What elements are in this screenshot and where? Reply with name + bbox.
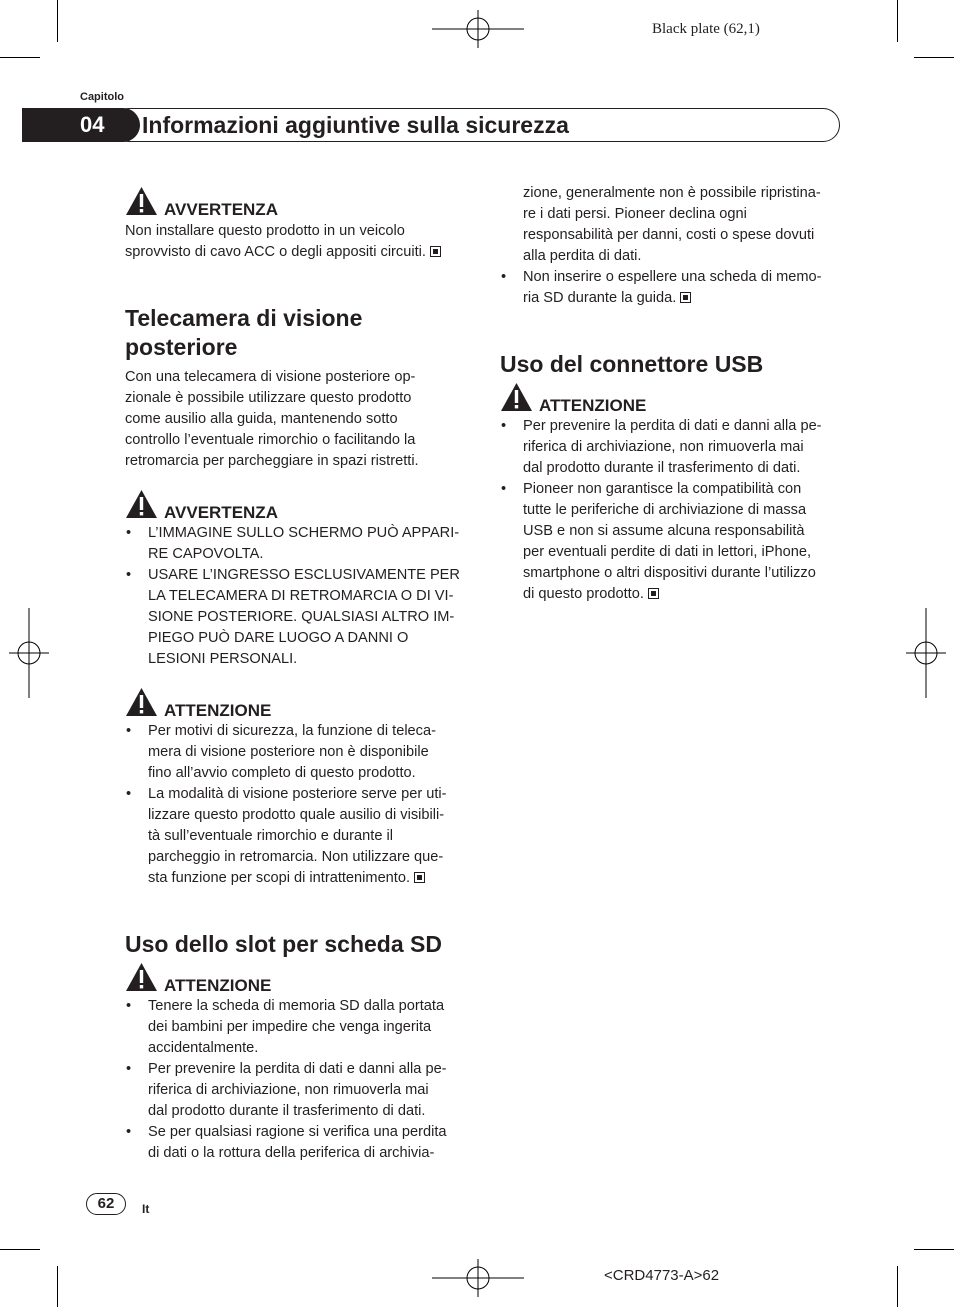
list-item: • Per motivi di sicurezza, la funzione di teleca- mera di visione posteriore non è disponibile fino all’avvio completo di questo prodotto. bbox=[125, 721, 447, 784]
text-line: Non installare questo prodotto in un veicolo bbox=[125, 223, 405, 239]
caution-list bbox=[125, 721, 447, 889]
warning-heading bbox=[125, 186, 278, 219]
crop-mark bbox=[0, 57, 40, 58]
caution-heading bbox=[125, 962, 272, 995]
registration-mark-left bbox=[9, 608, 49, 698]
text-line: alla perdita di dati. bbox=[523, 248, 642, 264]
section-heading-sd: Uso dello slot per scheda SD bbox=[125, 931, 442, 957]
registration-mark-right bbox=[906, 608, 946, 698]
caution-label: ATTENZIONE bbox=[164, 976, 272, 995]
page-number: 62 bbox=[86, 1193, 126, 1215]
chapter-number: 04 bbox=[22, 108, 140, 142]
list-item: • Se per qualsiasi ragione si verifica una perdita di dati o la rottura della periferica di archivia- bbox=[125, 1122, 447, 1164]
text-line: zionale è possibile utilizzare questo prodotto bbox=[125, 390, 412, 406]
continued-text bbox=[523, 183, 821, 267]
end-mark-icon bbox=[680, 292, 691, 303]
chapter-title: Informazioni aggiuntive sulla sicurezza bbox=[142, 112, 569, 138]
text-line: responsabilità per danni, costi o spese dovuti bbox=[523, 227, 815, 243]
caution-list bbox=[500, 416, 822, 605]
registration-mark-bottom bbox=[432, 1259, 524, 1297]
text-line: come ausilio alla guida, mantenendo sotto bbox=[125, 411, 398, 427]
list-item: • USARE L’INGRESSO ESCLUSIVAMENTE PER LA TELECAMERA DI RETROMARCIA O DI VI- SIONE POSTERIORE. QUALSIASI ALTRO IM- PIEGO PUÒ DARE LUOGO A DANNI O LESIONI PERSONALI. bbox=[125, 565, 460, 670]
text-line: sprovvisto di cavo ACC o degli appositi circuiti. bbox=[125, 242, 441, 263]
warning-text bbox=[125, 221, 441, 263]
crop-mark bbox=[0, 1249, 40, 1250]
document-code: <CRD4773-A>62 bbox=[604, 1267, 720, 1284]
plate-label: Black plate (62,1) bbox=[652, 21, 760, 37]
warning-heading bbox=[125, 489, 278, 522]
warning-triangle-icon bbox=[125, 687, 158, 717]
text-line: zione, generalmente non è possibile ripristina- bbox=[523, 185, 821, 201]
caution-heading bbox=[500, 382, 647, 415]
list-item: • Non inserire o espellere una scheda di memo- ria SD durante la guida. bbox=[500, 267, 822, 309]
crop-mark bbox=[897, 0, 898, 42]
list-item: • Tenere la scheda di memoria SD dalla portata dei bambini per impedire che venga ingerita accidentalmente. bbox=[125, 996, 447, 1059]
warning-label: AVVERTENZA bbox=[164, 200, 278, 219]
warning-label: AVVERTENZA bbox=[164, 503, 278, 522]
chapter-label: Capitolo bbox=[80, 91, 124, 103]
caution-list bbox=[500, 267, 822, 309]
end-mark-icon bbox=[414, 872, 425, 883]
end-mark-icon bbox=[430, 246, 441, 257]
crop-mark bbox=[914, 1249, 954, 1250]
crop-mark bbox=[897, 1266, 898, 1307]
caution-list bbox=[125, 996, 447, 1164]
list-item: • Per prevenire la perdita di dati e danni alla pe- riferica di archiviazione, non rimuoverla mai dal prodotto durante il trasferimento di dati. bbox=[125, 1059, 447, 1122]
text-line: re i dati persi. Pioneer declina ogni bbox=[523, 206, 747, 222]
list-item: • La modalità di visione posteriore serve per uti- lizzare questo prodotto quale ausilio di visibili- tà sull’eventuale rimorchio e durante il parcheggio in retromarcia. Non utilizzare que- sta funzione per scopi di intrattenimento. bbox=[125, 784, 447, 889]
crop-mark bbox=[57, 0, 58, 42]
crop-mark bbox=[57, 1266, 58, 1307]
camera-paragraph bbox=[125, 367, 419, 472]
end-mark-icon bbox=[648, 588, 659, 599]
caution-label: ATTENZIONE bbox=[164, 701, 272, 720]
text-line: controllo l’eventuale rimorchio o facilitando la bbox=[125, 432, 416, 448]
list-item: • L’IMMAGINE SULLO SCHERMO PUÒ APPARI- RE CAPOVOLTA. bbox=[125, 523, 460, 565]
warning-triangle-icon bbox=[125, 489, 158, 519]
list-item: • Pioneer non garantisce la compatibilità con tutte le periferiche di archiviazione di massa USB e non si assume alcuna responsabilità per eventuali perdite di dati in lettori, iPhone, smartphone o altri dispositivi durante l’utilizzo di questo prodotto. bbox=[500, 479, 822, 605]
warning-list bbox=[125, 523, 460, 670]
caution-label: ATTENZIONE bbox=[539, 396, 647, 415]
registration-mark-top bbox=[432, 10, 524, 48]
caution-heading bbox=[125, 687, 272, 720]
section-heading-camera: Telecamera di visione posteriore bbox=[125, 305, 363, 360]
warning-triangle-icon bbox=[125, 962, 158, 992]
warning-triangle-icon bbox=[125, 186, 158, 216]
text-line: Con una telecamera di visione posteriore op- bbox=[125, 369, 416, 385]
section-heading-usb: Uso del connettore USB bbox=[500, 351, 764, 377]
language-code: It bbox=[142, 1202, 150, 1216]
list-item: • Per prevenire la perdita di dati e danni alla pe- riferica di archiviazione, non rimuoverla mai dal prodotto durante il trasferimento di dati. bbox=[500, 416, 822, 479]
warning-triangle-icon bbox=[500, 382, 533, 412]
text-line: retromarcia per parcheggiare in spazi ristretti. bbox=[125, 453, 419, 469]
crop-mark bbox=[914, 57, 954, 58]
